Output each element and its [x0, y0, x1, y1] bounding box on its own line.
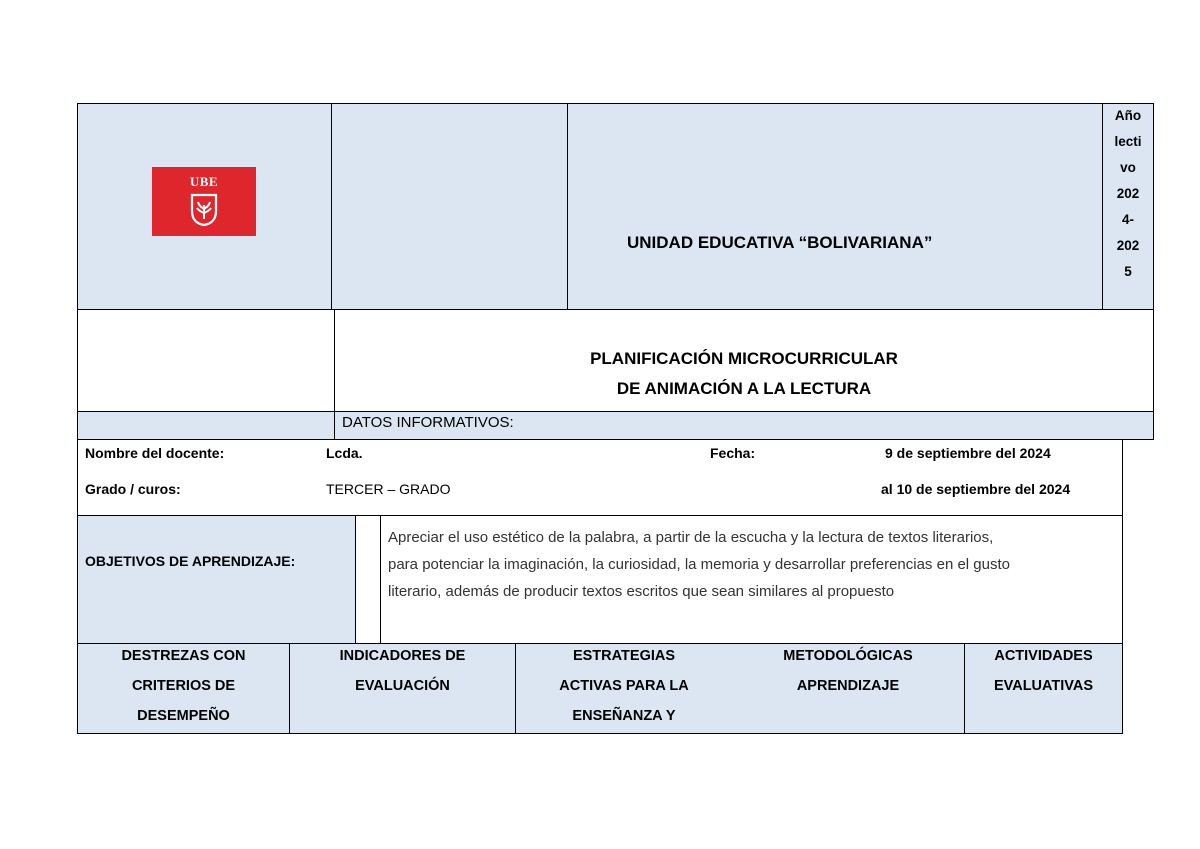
objetivos-divider-cell: [355, 515, 381, 644]
header-destrezas: DESTREZAS CON CRITERIOS DE DESEMPEÑO: [121, 648, 246, 724]
grado-value: TERCER – GRADO: [326, 481, 451, 497]
objetivos-text: Apreciar el uso estético de la palabra, a partir de la escucha y la lectura de textos literarios, para potenciar la imaginación, la curiosidad, la memoria y desarrollar preferencias en el gusto literario, además de producir textos escritos que sean similares al propuesto: [388, 529, 1010, 600]
docente-label: Nombre del docente:: [85, 445, 225, 461]
header-metodologicas: METODOLÓGICAS APRENDIZAJE: [783, 648, 913, 694]
logo-text: UBE: [189, 174, 219, 189]
header-cell-school: [567, 103, 1103, 310]
datos-heading: DATOS INFORMATIVOS:: [342, 414, 514, 431]
fecha-label: Fecha:: [710, 445, 756, 461]
fecha-value-end: al 10 de septiembre del 2024: [881, 481, 1071, 497]
fecha-value-start: 9 de septiembre del 2024: [885, 445, 1051, 461]
docente-value: Lcda.: [326, 445, 363, 461]
header-actividades: ACTIVIDADES EVALUATIVAS: [993, 648, 1094, 694]
header-cell-empty: [331, 103, 568, 310]
school-name: UNIDAD EDUCATIVA “BOLIVARIANA”: [627, 233, 933, 252]
datos-left-cell: [77, 411, 335, 440]
table-header-divider: [1122, 643, 1123, 734]
title-cell-left: [77, 309, 335, 412]
school-logo: [152, 167, 256, 236]
school-year: Año lecti vo 202 4- 202 5: [1114, 108, 1142, 279]
page-title: PLANIFICACIÓN MICROCURRICULAR DE ANIMACIÓN A LA LECTURA: [590, 349, 898, 398]
grado-label: Grado / curos:: [85, 481, 181, 497]
header-estrategias: ESTRATEGIAS ACTIVAS PARA LA ENSEÑANZA Y: [559, 648, 689, 724]
header-indicadores: INDICADORES DE EVALUACIÓN: [339, 648, 466, 694]
shield-icon: [189, 193, 219, 227]
objetivos-label: OBJETIVOS DE APRENDIZAJE:: [85, 553, 296, 569]
objetivos-label-cell: [77, 515, 356, 644]
